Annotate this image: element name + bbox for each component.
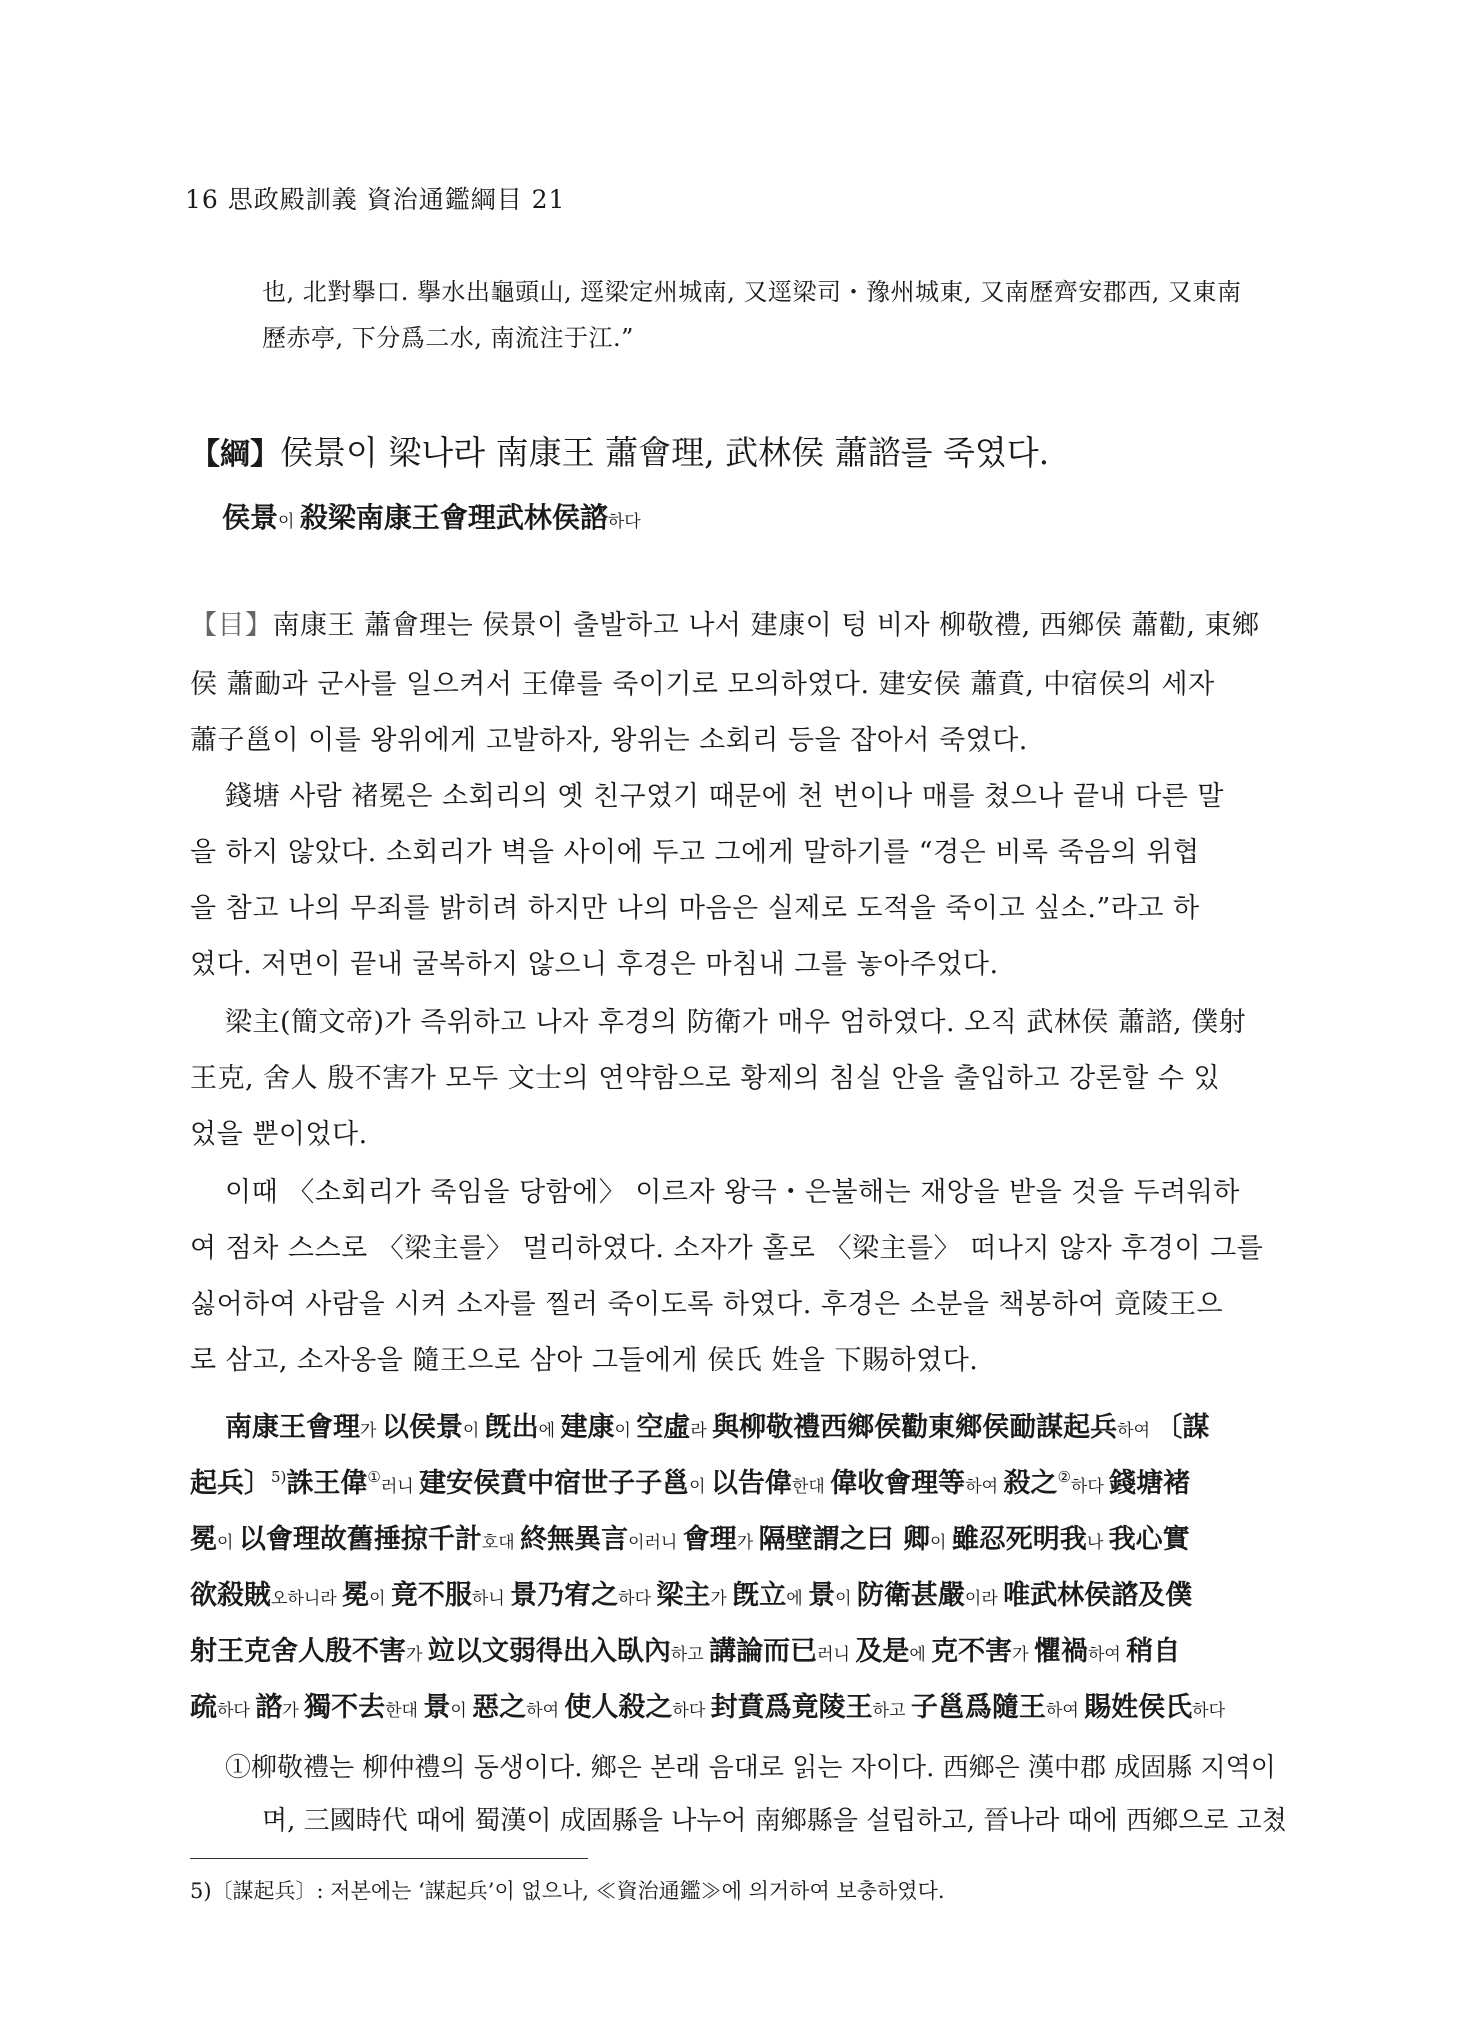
mok-text: 南康王 蕭會理는 侯景이 출발하고 나서 建康이 텅 비자 柳敬禮, 西鄉侯 蕭勸, 東鄉 [272,610,1260,641]
classical-text: 旣立 [732,1580,787,1611]
classical-text: 惡之 [472,1692,527,1723]
classical-text: 建康 [560,1412,615,1443]
mok-line: 었을 뿐이었다. [190,1119,368,1150]
particle: 하고 [872,1701,911,1721]
original-line [190,1461,1300,1500]
classical-text: 及是 [855,1636,910,1667]
original-line [190,1573,1300,1612]
classical-text: 我心實 [1108,1524,1190,1555]
classical-text: 建安侯賁中宿世子子邕 [419,1468,690,1499]
mok-line: 여 점차 스스로 〈梁主를〉 멀리하였다. 소자가 홀로 〈梁主를〉 떠나지 않자 후경이 그를 [190,1233,1264,1264]
particle: 이 [217,1533,239,1553]
mok-line: 였다. 저면이 끝내 굴복하지 않으니 후경은 마침내 그를 놓아주었다. [190,949,999,980]
original-line [190,1517,1300,1556]
classical-text: 獨不去 [304,1692,386,1723]
classical-text: 偉收會理等 [830,1468,966,1499]
original-line [190,1685,1300,1724]
classical-text: 會理 [682,1524,737,1555]
gang-tag: 【綱】 [190,437,280,472]
mok-tag: 【目】 [190,610,273,641]
classical-text: 空虛 [636,1412,691,1443]
footnote: 5)〔謀起兵〕: 저본에는 ‘謀起兵’이 없으나, ≪資治通鑑≫에 의거하여 보충하였다. [190,1879,945,1903]
classical-text: 賜姓侯氏 [1084,1692,1193,1723]
particle: 이 [689,1477,711,1497]
particle: 이 [462,1421,485,1441]
gang-korean [190,427,1049,474]
classical-text: 終無異言 [520,1524,629,1555]
particle: 가 [282,1701,305,1721]
gang-cn-particle: 이 [278,512,300,532]
particle: 러니 [380,1477,420,1497]
classical-text: 旣出 [484,1412,539,1443]
classical-text: 誅王偉 [286,1468,368,1499]
classical-text: 稍自 [1126,1636,1181,1667]
particle: 하다 [217,1701,256,1721]
classical-text: 景乃宥之 [510,1580,619,1611]
particle: 하다 [618,1589,657,1609]
particle: 이라 [964,1589,1004,1609]
particle: 에 [909,1645,932,1665]
mok-line: 이때 〈소회리가 죽임을 당함에〉 이르자 왕극・은불해는 재앙을 받을 것을 두려워하 [225,1177,1240,1208]
particle: 라 [690,1421,713,1441]
particle: 가 [710,1589,733,1609]
quote-line: 也, 北對擧口. 擧水出龜頭山, 逕梁定州城南, 又逕梁司・豫州城東, 又南歷齊安郡西, 又東南 [262,278,1242,306]
particle: 하다 [1192,1701,1226,1721]
classical-text: 欲殺賊 [190,1580,271,1611]
particle: 하여 [1117,1421,1156,1441]
classical-text: 射王克舍人殷不害 [190,1636,406,1667]
classical-text: 殺之 [1003,1468,1058,1499]
mok-line: 侯 蕭勔과 군사를 일으켜서 王偉를 죽이기로 모의하였다. 建安侯 蕭賁, 中宿侯의 세자 [190,669,1215,700]
classical-text: 諮 [255,1692,283,1723]
classical-text: 南康王會理 [225,1412,360,1443]
classical-text: 景 [423,1692,451,1723]
particle: 가 [406,1645,428,1665]
classical-text: 起兵〕 [190,1468,271,1499]
particle: 하여 [1045,1701,1085,1721]
classical-text: 梁主 [656,1580,711,1611]
gang-chinese [222,496,641,536]
particle: 오하니라 [271,1589,343,1609]
mok-line: 王克, 舍人 殷不害가 모두 文士의 연약함으로 황제의 침실 안을 출입하고 강론할 수 있 [190,1063,1221,1094]
particle: 가 [1012,1645,1034,1665]
classical-text: 冕 [190,1524,217,1555]
mok-line: 錢塘 사람 褚冕은 소회리의 옛 친구였기 때문에 천 번이나 매를 쳤으나 끝내 다른 말 [225,781,1224,812]
classical-text: 景 [808,1580,836,1611]
classical-text: 錢塘褚 [1109,1468,1191,1499]
particle: 나 [1086,1533,1109,1553]
classical-text: 竝以文弱得出入臥內 [427,1636,671,1667]
note-line: 며, 三國時代 때에 蜀漢이 成固縣을 나누어 南鄉縣을 설립하고, 晉나라 때에 西鄉으로 고쳤 [262,1806,1287,1836]
original-line [225,1405,1335,1444]
classical-text: 唯武林侯諮及僕 [1003,1580,1193,1611]
mok-line: 로 삼고, 소자옹을 隨王으로 삼아 그들에게 侯氏 姓을 下賜하였다. [190,1345,979,1376]
particle: 하여 [526,1701,565,1721]
classical-text: 講論而已 [709,1636,818,1667]
classical-text: 使人殺之 [564,1692,673,1723]
particle: 가 [360,1421,382,1441]
classical-text: 封賁爲竟陵王 [710,1692,873,1723]
classical-text: 雖忍死明我 [951,1524,1087,1555]
particle: 호대 [481,1533,521,1553]
mok-line: 梁主(簡文帝)가 즉위하고 나자 후경의 防衛가 매우 엄하였다. 오직 武林侯 蕭諮, 僕射 [225,1007,1247,1038]
classical-text: 防衛甚嚴 [856,1580,965,1611]
mok-line: 蕭子邕이 이를 왕위에게 고발하자, 왕위는 소회리 등을 잡아서 죽였다. [190,725,1028,756]
note-line: ①柳敬禮는 柳仲禮의 동생이다. 鄉은 본래 음대로 읽는 자이다. 西鄉은 漢中郡 成固縣 지역이 [225,1753,1276,1783]
particle: 이 [835,1589,857,1609]
particle: 하여 [965,1477,1004,1497]
particle: 이러니 [628,1533,683,1553]
mok-line: 을 하지 않았다. 소회리가 벽을 사이에 두고 그에게 말하기를 “경은 비록 죽음의 위협 [190,837,1200,868]
particle: 하여 [1087,1645,1127,1665]
particle: 하다 [672,1701,711,1721]
classical-text: 與柳敬禮西鄉侯勸東鄉侯勔謀起兵 [712,1412,1118,1443]
particle: 에 [538,1421,561,1441]
footnote-divider [190,1858,588,1859]
gang-cn-part: 殺梁南康王會理武林侯諮 [299,501,608,534]
particle: 하고 [670,1645,710,1665]
classical-text: 冕 [342,1580,370,1611]
particle: 에 [786,1589,809,1609]
gang-korean-text: 侯景이 梁나라 南康王 蕭會理, 武林侯 蕭諮를 죽였다. [280,433,1050,472]
mok-line: 싫어하여 사람을 시켜 소자를 찔러 죽이도록 하였다. 후경은 소분을 책봉하여 竟陵王으 [190,1289,1224,1320]
particle: 하니 [471,1589,511,1609]
gang-cn-part: 侯景 [222,501,279,534]
classical-text: 以侯景 [381,1412,463,1443]
classical-text: 隔壁謂之曰 卿 [758,1524,930,1555]
note-ref: ① [367,1468,381,1486]
particle: 이 [614,1421,637,1441]
gang-cn-particle: 하다 [607,512,641,532]
mok-line: 을 참고 나의 무죄를 밝히려 하지만 나의 마음은 실제로 도적을 죽이고 싶소.”라고 하 [190,893,1200,924]
classical-text: 以會理故舊捶掠千計 [238,1524,482,1555]
classical-text: 克不害 [931,1636,1013,1667]
particle: 가 [736,1533,759,1553]
note-ref: 5) [271,1468,287,1486]
classical-text: 懼禍 [1033,1636,1088,1667]
particle: 이 [450,1701,473,1721]
particle: 이 [369,1589,391,1609]
particle: 이 [929,1533,952,1553]
quote-line: 歷赤亭, 下分爲二水, 南流注于江.” [262,324,634,352]
original-line [190,1629,1300,1668]
particle: 한대 [791,1477,831,1497]
particle: 하다 [1070,1477,1110,1497]
mok-line [190,603,1290,642]
classical-text: 疏 [190,1692,217,1723]
classical-text: 〔謀 [1155,1412,1210,1443]
particle: 한대 [385,1701,424,1721]
particle: 러니 [817,1645,856,1665]
page-header: 16 思政殿訓義 資治通鑑綱目 21 [185,185,566,214]
classical-text: 以告偉 [710,1468,792,1499]
classical-text: 竟不服 [390,1580,472,1611]
classical-text: 子邕爲隨王 [910,1692,1046,1723]
note-ref: ② [1057,1468,1071,1486]
